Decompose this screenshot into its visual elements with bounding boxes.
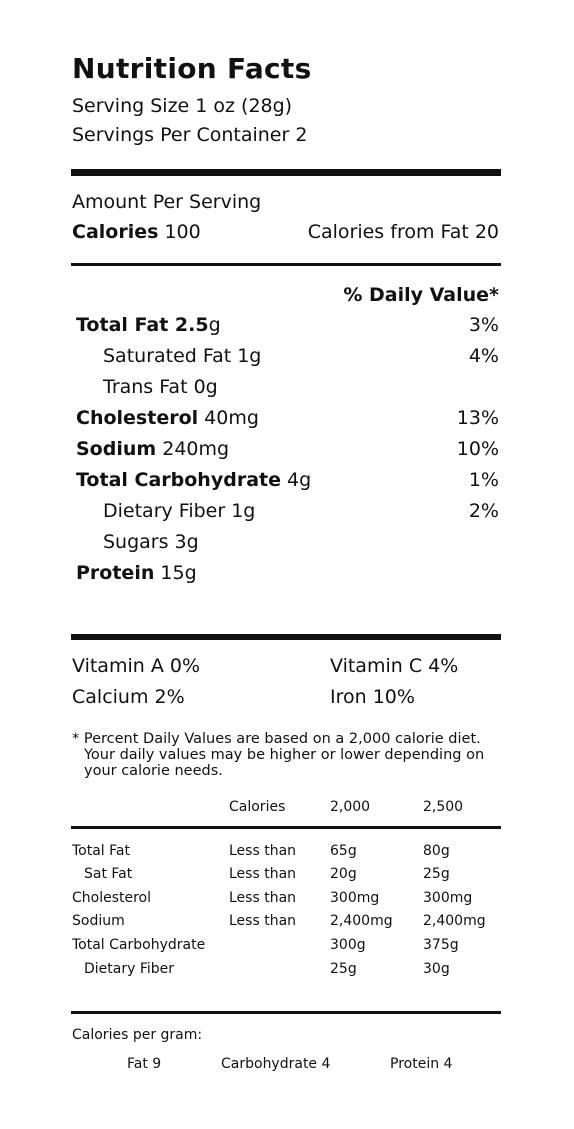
nutrient-label: Protein [76, 562, 155, 584]
footnote-line: * Percent Daily Values are based on a 2,000 calorie diet. [72, 731, 481, 747]
thick-divider [71, 169, 501, 176]
nutrient-dv: 1% [468, 469, 499, 491]
page-title: Nutrition Facts [72, 52, 312, 85]
table-cell: 300g [330, 937, 366, 953]
table-cell: 25g [423, 866, 450, 882]
calories-row [72, 221, 201, 243]
nutrient-cholesterol [76, 407, 259, 429]
table-cell: Less than [229, 843, 297, 859]
servings-per-container: Servings Per Container 2 [72, 124, 308, 146]
nutrient-label: Sodium [76, 438, 157, 460]
calories-value: 100 [164, 221, 201, 243]
table-cell: Less than [229, 913, 297, 929]
footnote-line: your calorie needs. [84, 763, 223, 779]
vitamin-a: Vitamin A 0% [72, 655, 200, 677]
nutrient-sugars: Sugars 3g [103, 531, 199, 553]
nutrient-dv: 4% [468, 345, 499, 367]
table-cell: 80g [423, 843, 450, 859]
divider [71, 263, 501, 266]
table-cell: 20g [330, 866, 357, 882]
nutrient-amount: 4g [280, 469, 312, 491]
nutrient-amount: g [208, 314, 221, 336]
calcium: Calcium 2% [72, 686, 185, 708]
nutrient-amount: 40mg [198, 407, 259, 429]
calories-label: Calories [72, 221, 159, 243]
footnote-line: Your daily values may be higher or lower depending on [84, 747, 485, 763]
table-cell: Dietary Fiber [84, 961, 175, 977]
nutrient-label: Total Fat 2.5 [76, 314, 209, 336]
nutrient-amount: 240mg [156, 438, 230, 460]
daily-value-header: % Daily Value* [343, 284, 499, 306]
table-cell: Cholesterol [72, 890, 152, 906]
nutrient-dv: 10% [456, 438, 499, 460]
vitamin-c: Vitamin C 4% [330, 655, 459, 677]
nutrient-dietary-fiber: Dietary Fiber 1g [103, 500, 256, 522]
serving-size: Serving Size 1 oz (28g) [72, 95, 293, 117]
table-cell: 300mg [423, 890, 473, 906]
nutrient-label: Total Carbohydrate [76, 469, 281, 491]
amount-per-serving: Amount Per Serving [72, 191, 262, 213]
divider [71, 1011, 501, 1014]
thick-divider [71, 634, 501, 640]
divider [71, 826, 501, 829]
table-cell: 300mg [330, 890, 380, 906]
table-cell: 2,400mg [330, 913, 393, 929]
nutrient-saturated-fat: Saturated Fat 1g [103, 345, 262, 367]
table-cell: Less than [229, 890, 297, 906]
nutrient-sodium [76, 438, 229, 460]
table-cell: 30g [423, 961, 450, 977]
calories-from-fat: Calories from Fat 20 [307, 221, 499, 243]
nutrient-amount: 15g [154, 562, 197, 584]
dv-table-header: 2,000 [330, 799, 371, 815]
nutrient-total-fat [76, 314, 221, 336]
iron: Iron 10% [330, 686, 415, 708]
nutrient-dv: 2% [468, 500, 499, 522]
table-cell: Total Carbohydrate [72, 937, 206, 953]
table-cell: Sat Fat [84, 866, 133, 882]
dv-table-header: Calories [229, 799, 286, 815]
calories-per-gram-carbohydrate: Carbohydrate 4 [221, 1056, 331, 1072]
calories-per-gram-label: Calories per gram: [72, 1027, 203, 1043]
nutrient-protein [76, 562, 197, 584]
table-cell: 2,400mg [423, 913, 486, 929]
calories-per-gram-fat: Fat 9 [127, 1056, 162, 1072]
nutrient-dv: 3% [468, 314, 499, 336]
table-cell: 65g [330, 843, 357, 859]
table-cell: 25g [330, 961, 357, 977]
table-cell: Sodium [72, 913, 125, 929]
table-cell: Less than [229, 866, 297, 882]
calories-per-gram-protein: Protein 4 [390, 1056, 453, 1072]
nutrient-total-carbohydrate [76, 469, 311, 491]
table-cell: 375g [423, 937, 459, 953]
nutrient-dv: 13% [456, 407, 499, 429]
nutrient-trans-fat: Trans Fat 0g [103, 376, 218, 398]
nutrient-label: Cholesterol [76, 407, 199, 429]
dv-table-header: 2,500 [423, 799, 464, 815]
table-cell: Total Fat [72, 843, 130, 859]
